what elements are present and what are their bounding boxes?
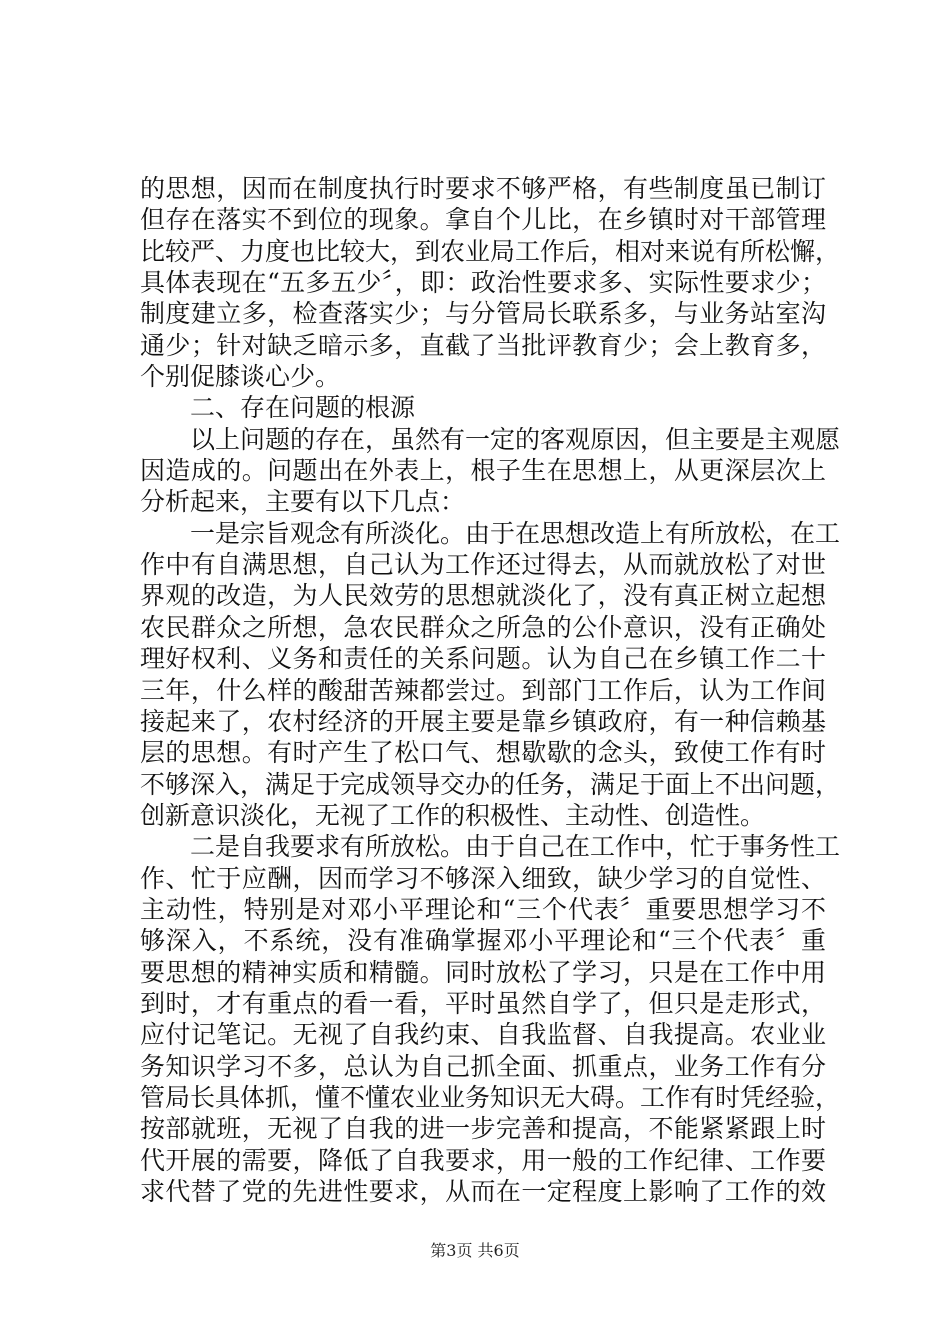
- section-heading: 二、存在问题的根源: [190, 393, 416, 423]
- text-line: 界观的改造，为人民效劳的思想就淡化了，没有真正树立起想: [140, 581, 826, 611]
- text-line: 到时，才有重点的看一看，平时虽然自学了，但只是走形式，: [140, 988, 826, 1018]
- page-footer: [0, 1238, 950, 1261]
- text-line: 层的思想。有时产生了松口气、想歇歇的念头，致使工作有时: [140, 738, 826, 768]
- text-line: 的思想，因而在制度执行时要求不够严格，有些制度虽已制订: [140, 174, 826, 203]
- body-text: [140, 173, 841, 1207]
- text-line: 代开展的需要，降低了自我要求，用一般的工作纪律、工作要: [140, 1145, 826, 1175]
- text-line: 三年，什么样的酸甜苦辣都尝过。到部门工作后，认为工作间: [140, 675, 826, 705]
- text-line: 求代替了党的先进性要求，从而在一定程度上影响了工作的效: [140, 1177, 826, 1206]
- page-number-label: 第3页 共6页: [430, 1241, 520, 1260]
- text-line: 按部就班，无视了自我的进一步完善和提高，不能紧紧跟上时: [140, 1114, 826, 1144]
- text-line: 不够深入，满足于完成领导交办的任务，满足于面上不出问题，: [140, 769, 841, 799]
- text-line: 制度建立多，检查落实少；与分管局长联系多，与业务站室沟: [140, 299, 826, 329]
- text-line: 够深入，不系统，没有准确掌握邓小平理论和“三个代表〞重: [140, 926, 826, 956]
- text-line: 管局长具体抓，懂不懂农业业务知识无大碍。工作有时凭经验，: [140, 1082, 841, 1112]
- text-line: 个别促膝谈心少。: [140, 362, 341, 392]
- text-line: 创新意识淡化，无视了工作的积极性、主动性、创造性。: [140, 800, 766, 830]
- text-line: 务知识学习不多，总认为自己抓全面、抓重点，业务工作有分: [140, 1051, 826, 1081]
- text-line: 接起来了，农村经济的开展主要是靠乡镇政府，有一种信赖基: [140, 706, 826, 736]
- text-line: 作中有自满思想，自己认为工作还过得去，从而就放松了对世: [140, 550, 826, 580]
- text-line: 以上问题的存在，虽然有一定的客观原因，但主要是主观愿: [190, 424, 841, 454]
- text-line: 应付记笔记。无视了自我约束、自我监督、自我提高。农业业: [140, 1020, 826, 1050]
- text-line: 农民群众之所想，急农民群众之所急的公仆意识，没有正确处: [140, 612, 826, 642]
- text-line: 具体表现在“五多五少〞，即：政治性要求多、实际性要求少；: [140, 268, 826, 298]
- text-line: 二是自我要求有所放松。由于自己在工作中，忙于事务性工: [190, 832, 841, 862]
- text-line: 因造成的。问题出在外表上，根子生在思想上，从更深层次上: [140, 456, 826, 486]
- text-line: 作、忙于应酬，因而学习不够深入细致，缺少学习的自觉性、: [140, 863, 826, 893]
- text-line: 主动性，特别是对邓小平理论和“三个代表〞重要思想学习不: [140, 894, 826, 924]
- text-line: 一是宗旨观念有所淡化。由于在思想改造上有所放松，在工: [190, 518, 841, 548]
- text-line: 比较严、力度也比较大，到农业局工作后，相对来说有所松懈，: [140, 236, 841, 266]
- text-line: 要思想的精神实质和精髓。同时放松了学习，只是在工作中用: [140, 957, 826, 987]
- text-line: 但存在落实不到位的现象。拿自个儿比，在乡镇时对干部管理: [140, 205, 826, 235]
- text-line: 分析起来，主要有以下几点：: [140, 487, 466, 517]
- text-line: 理好权利、义务和责任的关系问题。认为自己在乡镇工作二十: [140, 644, 826, 674]
- text-line: 通少；针对缺乏暗示多，直截了当批评教育少；会上教育多，: [140, 330, 826, 360]
